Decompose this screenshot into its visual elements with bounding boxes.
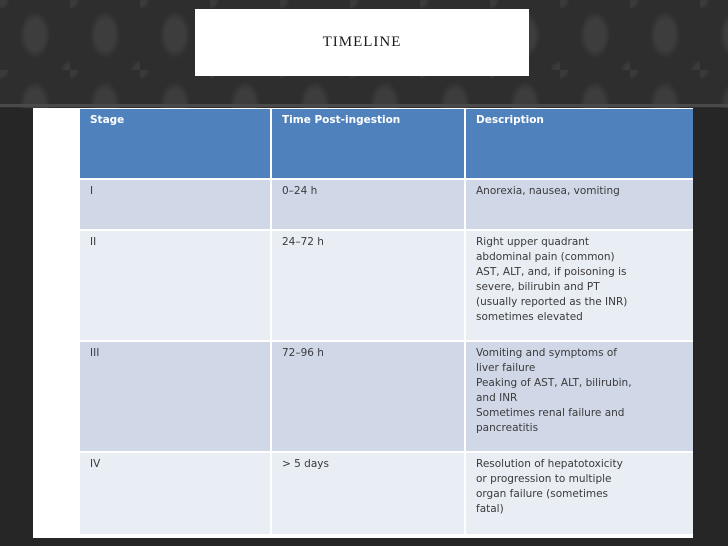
description-line: organ failure (sometimes: [476, 488, 609, 500]
header-stage: Stage: [80, 109, 271, 179]
description-line: Peaking of AST, ALT, bilirubin,: [476, 377, 632, 389]
table-row: [80, 341, 693, 452]
table-row: [80, 179, 693, 230]
description-line: Resolution of hepatotoxicity: [476, 458, 623, 470]
description-line: sometimes elevated: [476, 311, 583, 323]
description-line: abdominal pain (common): [476, 251, 615, 263]
description-line: AST, ALT, and, if poisoning is: [476, 266, 627, 278]
table-row: [80, 452, 693, 534]
description-line: Vomiting and symptoms of: [476, 347, 617, 359]
description-line: fatal): [476, 503, 504, 515]
description-cell: [465, 452, 693, 534]
description-line: and INR: [476, 392, 518, 404]
description-line: (usually reported as the INR): [476, 296, 628, 308]
description-cell: [465, 341, 693, 452]
description-line: Anorexia, nausea, vomiting: [476, 185, 620, 197]
title-box: [195, 9, 529, 76]
time-cell: > 5 days: [271, 452, 465, 534]
table-header-row: [80, 109, 693, 179]
stage-cell: I: [80, 179, 271, 230]
description-line: liver failure: [476, 362, 536, 374]
time-cell: 0–24 h: [271, 179, 465, 230]
header-divider: [0, 104, 728, 107]
description-line: Right upper quadrant: [476, 236, 590, 248]
description-line: or progression to multiple: [476, 473, 612, 485]
stage-cell: IV: [80, 452, 271, 534]
content-panel: [33, 108, 693, 538]
description-cell: [465, 179, 693, 230]
header-description: Description: [465, 109, 693, 179]
description-line: Sometimes renal failure and: [476, 407, 625, 419]
description-line: severe, bilirubin and PT: [476, 281, 600, 293]
description-line: pancreatitis: [476, 422, 539, 434]
table-row: [80, 230, 693, 341]
timeline-table: [80, 109, 693, 534]
time-cell: 24–72 h: [271, 230, 465, 341]
stage-cell: III: [80, 341, 271, 452]
header-time: Time Post-ingestion: [271, 109, 465, 179]
description-cell: [465, 230, 693, 341]
stage-cell: II: [80, 230, 271, 341]
slide-title: TIMELINE: [322, 34, 402, 50]
time-cell: 72–96 h: [271, 341, 465, 452]
